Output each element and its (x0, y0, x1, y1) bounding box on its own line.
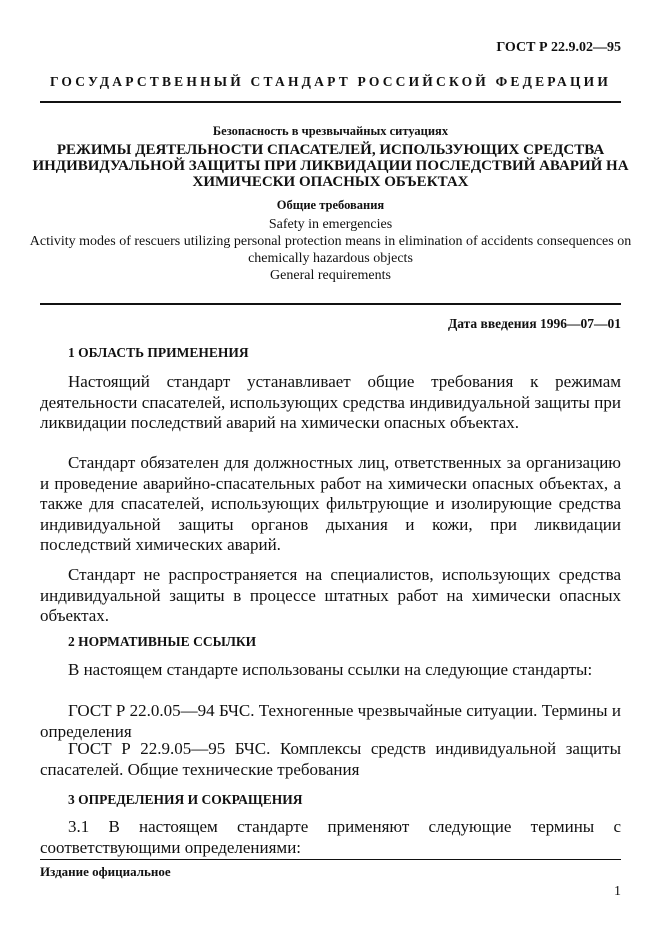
reference-item: ГОСТ Р 22.9.05—95 БЧС. Комплексы средств индивидуальной защиты спасателей. Общие технические требования (40, 739, 621, 779)
page-number: 1 (614, 884, 621, 899)
header-rule (40, 101, 621, 103)
section-heading-definitions: 3 ОПРЕДЕЛЕНИЯ И СОКРАЩЕНИЯ (68, 792, 303, 807)
paragraph: Настоящий стандарт устанавливает общие требования к режимам деятельности спасателей, использующих средства индивидуальной защиты при ликвидации последствий аварий на химически опасных объектах. (40, 372, 621, 432)
paragraph: Стандарт обязателен для должностных лиц, ответственных за организацию и проведение аварийно-спасательных работ на химически опасных объектах, а также для спасателей, использующих фильтрующие и изолирующие средства индивидуальной защиты органов дыхания и кожи, при ликвидации последствий химических аварий. (40, 453, 621, 554)
footer-rule (40, 859, 621, 860)
paragraph: В настоящем стандарте использованы ссылки на следующие стандарты: (68, 660, 593, 679)
english-subject: Safety in emergencies (268, 217, 393, 232)
document-code: ГОСТ Р 22.9.02—95 (496, 40, 621, 55)
paragraph: Стандарт не распространяется на специалистов, использующих средства индивидуальной защиты в процессе штатных работ на химически опасных объектах. (40, 565, 621, 625)
english-requirements: General requirements (270, 268, 391, 283)
reference-item: ГОСТ Р 22.0.05—94 БЧС. Техногенные чрезвычайные ситуации. Термины и определения (40, 701, 621, 741)
introduction-date: Дата введения 1996—07—01 (447, 316, 621, 331)
title-subject: Безопасность в чрезвычайных ситуациях (212, 124, 449, 138)
paragraph: 3.1 В настоящем стандарте применяют следующие термины с соответствующими определениями: (40, 817, 621, 857)
official-edition-label: Издание официальное (40, 864, 171, 879)
main-title: РЕЖИМЫ ДЕЯТЕЛЬНОСТИ СПАСАТЕЛЕЙ, ИСПОЛЬЗУЮЩИХ СРЕДСТВА ИНДИВИДУАЛЬНОЙ ЗАЩИТЫ ПРИ ЛИКВИДАЦИИ ПОСЛЕДСТВИЙ АВАРИЙ НА ХИМИЧЕСКИ ОПАСНЫХ ОБЪЕКТАХ (32, 142, 629, 190)
standard-title: ГОСУДАРСТВЕННЫЙ СТАНДАРТ РОССИЙСКОЙ ФЕДЕРАЦИИ (49, 74, 612, 89)
title-rule (40, 303, 621, 305)
section-heading-references: 2 НОРМАТИВНЫЕ ССЫЛКИ (68, 634, 257, 649)
title-requirements: Общие требования (276, 198, 385, 212)
english-title: Activity modes of rescuers utilizing personal protection means in elimination of accidents consequences on chemically hazardous objects (29, 234, 632, 266)
section-heading-scope: 1 ОБЛАСТЬ ПРИМЕНЕНИЯ (68, 345, 249, 360)
